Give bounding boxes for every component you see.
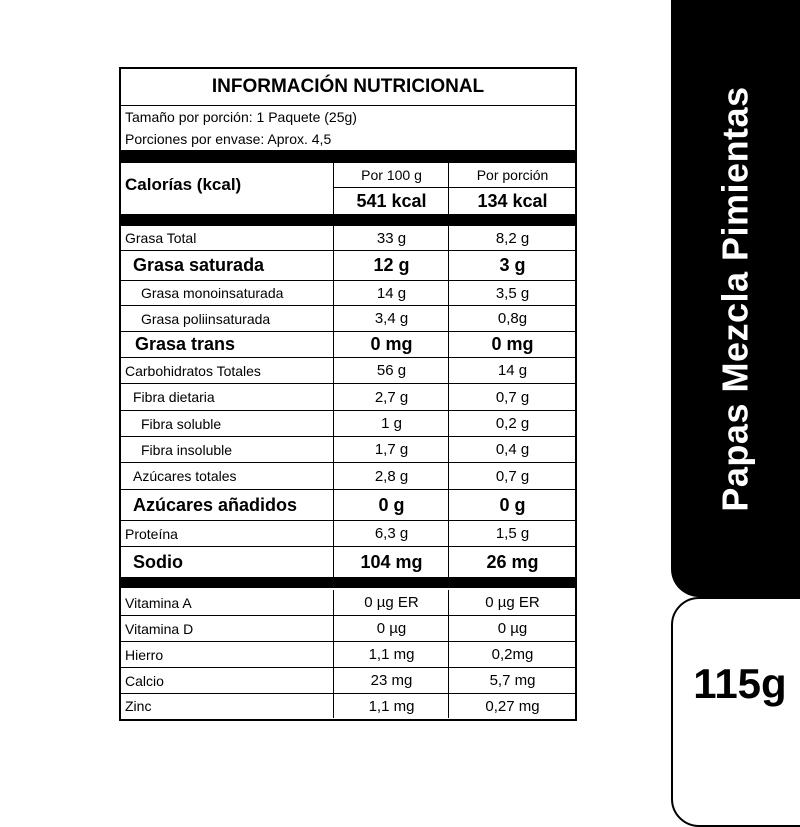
nutrient-row-sodio xyxy=(121,547,575,588)
value-per-100g: 0 µg xyxy=(333,616,449,641)
nutrient-row-azucares-anadidos xyxy=(121,490,575,521)
nutrient-label: Fibra insoluble xyxy=(141,441,233,458)
nutrient-row-calcio xyxy=(121,668,575,694)
nutrient-row-fibra-soluble xyxy=(121,411,575,437)
value-per-portion: 0,7 g xyxy=(448,463,576,489)
calories-row xyxy=(121,163,575,215)
nutrient-label: Grasa poliinsaturada xyxy=(141,310,271,327)
nutrient-row-vitamina-d xyxy=(121,616,575,642)
value-per-100g: 12 g xyxy=(333,251,449,280)
value-per-portion: 0,2mg xyxy=(448,642,576,667)
nutrient-label: Zinc xyxy=(125,698,152,714)
divider-bar xyxy=(121,215,575,226)
product-name-container xyxy=(671,0,800,597)
nutrient-row-azucares-totales xyxy=(121,463,575,490)
nutrient-row-grasa-total xyxy=(121,226,575,251)
value-per-100g: 56 g xyxy=(333,358,449,383)
nutrient-row-grasa-saturada xyxy=(121,251,575,281)
nutrient-label: Grasa saturada xyxy=(133,255,265,275)
value-per-portion: 26 mg xyxy=(448,547,576,577)
nutrient-row-grasa-monoinsaturada xyxy=(121,281,575,306)
nutrient-label: Grasa monoinsaturada xyxy=(141,285,284,301)
per-portion-header: Por porción xyxy=(449,163,576,188)
value-per-100g: 33 g xyxy=(333,226,449,250)
value-per-portion: 8,2 g xyxy=(448,226,576,250)
value-per-100g: 104 mg xyxy=(333,547,449,577)
per-100g-column xyxy=(333,163,449,214)
value-per-portion: 3,5 g xyxy=(448,281,576,305)
nutrient-row-grasa-trans xyxy=(121,332,575,358)
nutrient-label: Azúcares añadidos xyxy=(133,494,298,515)
value-per-100g: 2,7 g xyxy=(333,384,449,410)
net-weight: 115g xyxy=(693,660,787,707)
nutrient-row-vitamina-a xyxy=(121,590,575,616)
nutrient-label: Carbohidratos Totales xyxy=(125,362,261,379)
value-per-portion: 1,5 g xyxy=(448,521,576,546)
nutrient-row-fibra-dietaria xyxy=(121,384,575,411)
value-per-100g: 23 mg xyxy=(333,668,449,693)
value-per-100g: 1,1 mg xyxy=(333,642,449,667)
nutrient-label: Vitamina D xyxy=(125,620,194,637)
nutrient-label: Sodio xyxy=(133,551,183,572)
nutrient-row-grasa-poliinsaturada xyxy=(121,306,575,332)
value-per-100g: 3,4 g xyxy=(333,306,449,331)
value-per-portion: 3 g xyxy=(448,251,576,280)
nutrient-label: Proteína xyxy=(125,525,178,542)
nutrient-label: Fibra dietaria xyxy=(133,389,215,405)
calories-per-100g: 541 kcal xyxy=(356,191,427,211)
value-per-100g: 0 µg ER xyxy=(333,590,449,615)
nutrient-label: Grasa trans xyxy=(135,334,236,354)
value-per-100g: 2,8 g xyxy=(333,463,449,489)
nutrient-label: Fibra soluble xyxy=(141,415,222,432)
value-per-portion: 0,27 mg xyxy=(448,694,576,718)
value-per-100g: 14 g xyxy=(333,281,449,305)
nutrient-row-hierro xyxy=(121,642,575,668)
servings-per-container: Porciones por envase: Aprox. 4,5 xyxy=(125,131,332,147)
value-per-100g: 1,1 mg xyxy=(333,694,449,718)
value-per-portion: 5,7 mg xyxy=(448,668,576,693)
value-per-portion: 0,2 g xyxy=(448,411,576,436)
value-per-100g: 0 mg xyxy=(333,332,449,357)
serving-size: Tamaño por porción: 1 Paquete (25g) xyxy=(125,109,357,125)
per-portion-column xyxy=(448,163,576,214)
value-per-portion: 14 g xyxy=(448,358,576,383)
nutrient-label: Grasa Total xyxy=(125,230,197,246)
value-per-100g: 1 g xyxy=(333,411,449,436)
divider-bar xyxy=(121,150,575,163)
value-per-portion: 0,4 g xyxy=(448,437,576,462)
nutrient-label: Hierro xyxy=(125,646,164,663)
nutrition-facts-panel xyxy=(119,67,577,721)
value-per-portion: 0,7 g xyxy=(448,384,576,410)
value-per-portion: 0 g xyxy=(448,490,576,520)
panel-title: INFORMACIÓN NUTRICIONAL xyxy=(121,69,575,106)
calories-label: Calorías (kcal) xyxy=(125,175,242,194)
calories-per-portion: 134 kcal xyxy=(477,191,548,211)
nutrient-row-zinc xyxy=(121,694,575,718)
nutrient-row-fibra-insoluble xyxy=(121,437,575,463)
value-per-portion: 0 µg ER xyxy=(448,590,576,615)
nutrient-label: Calcio xyxy=(125,672,164,689)
weight-box xyxy=(671,597,800,827)
nutrient-row-carbohidratos xyxy=(121,358,575,384)
per-100g-header: Por 100 g xyxy=(334,163,449,188)
nutrient-label: Vitamina A xyxy=(125,594,192,611)
nutrient-label: Azúcares totales xyxy=(133,468,237,484)
product-name: Papas Mezcla Pimientas xyxy=(714,85,756,512)
value-per-portion: 0 mg xyxy=(448,332,576,357)
value-per-portion: 0,8g xyxy=(448,306,576,331)
value-per-100g: 1,7 g xyxy=(333,437,449,462)
value-per-100g: 0 g xyxy=(333,490,449,520)
value-per-portion: 0 µg xyxy=(448,616,576,641)
nutrient-row-proteina xyxy=(121,521,575,547)
value-per-100g: 6,3 g xyxy=(333,521,449,546)
